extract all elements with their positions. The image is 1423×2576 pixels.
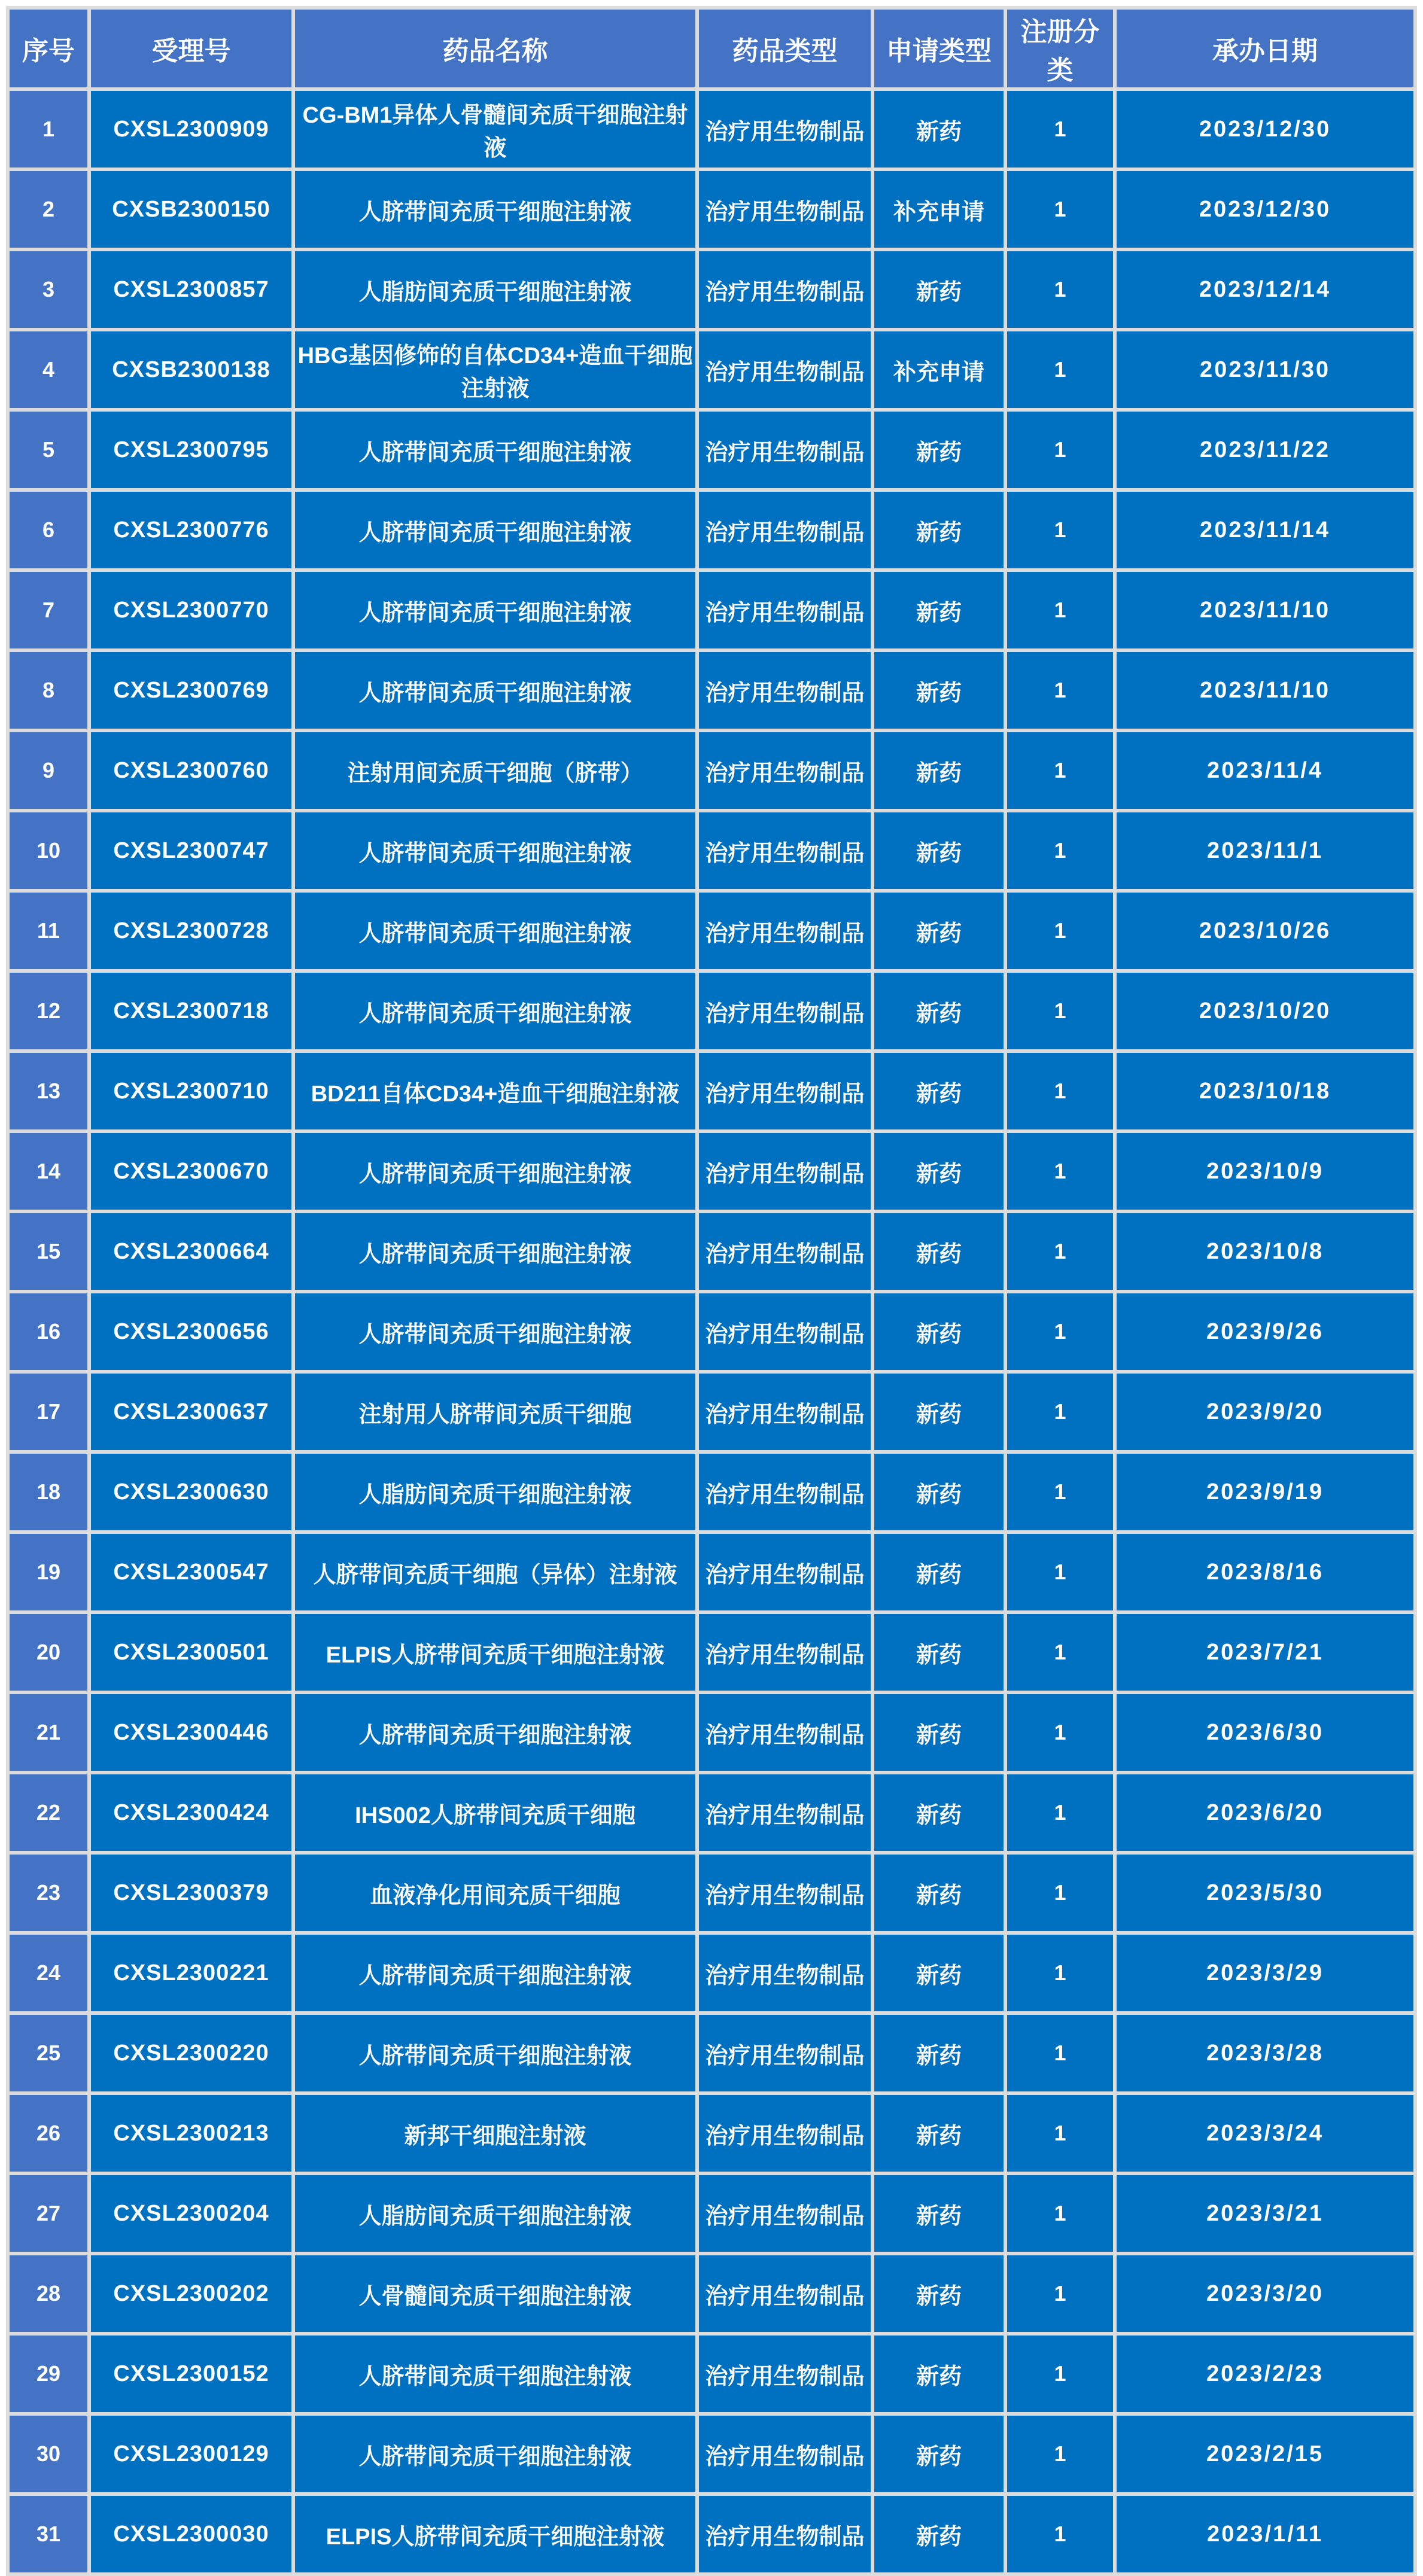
cell-drug-type: 治疗用生物制品: [699, 1374, 871, 1450]
cell-drug-type: 治疗用生物制品: [699, 1935, 871, 2011]
cell-application-type: 新药: [874, 1133, 1004, 1210]
cell-application-type: 新药: [874, 1614, 1004, 1691]
cell-registration-class: 1: [1007, 1855, 1113, 1931]
cell-application-type: 新药: [874, 2336, 1004, 2412]
cell-no: 26: [10, 2095, 87, 2172]
cell-application-type: 新药: [874, 1935, 1004, 2011]
cell-drug-type: 治疗用生物制品: [699, 2496, 871, 2572]
cell-acceptance-date: 2023/12/14: [1117, 251, 1413, 328]
cell-drug-name: 人脐带间充质干细胞注射液: [295, 1133, 695, 1210]
cell-acceptance-date: 2023/11/10: [1117, 572, 1413, 648]
cell-drug-name: BD211自体CD34+造血干细胞注射液: [295, 1053, 695, 1129]
cell-registration-class: 1: [1007, 2175, 1113, 2252]
cell-drug-name: 人脐带间充质干细胞注射液: [295, 1935, 695, 2011]
cell-no: 8: [10, 652, 87, 729]
cell-registration-class: 1: [1007, 171, 1113, 248]
cell-application-type: 新药: [874, 1293, 1004, 1370]
cell-acceptance-date: 2023/3/29: [1117, 1935, 1413, 2011]
cell-acceptance-no: CXSL2300204: [91, 2175, 291, 2252]
cell-application-type: 新药: [874, 2095, 1004, 2172]
cell-drug-type: 治疗用生物制品: [699, 331, 871, 408]
cell-application-type: 新药: [874, 2496, 1004, 2572]
cell-no: 20: [10, 1614, 87, 1691]
cell-acceptance-no: CXSL2300220: [91, 2015, 291, 2091]
cell-registration-class: 1: [1007, 652, 1113, 729]
cell-acceptance-date: 2023/5/30: [1117, 1855, 1413, 1931]
cell-application-type: 新药: [874, 1774, 1004, 1851]
cell-drug-name: 人脂肪间充质干细胞注射液: [295, 251, 695, 328]
cell-application-type: 新药: [874, 251, 1004, 328]
cell-registration-class: 1: [1007, 2015, 1113, 2091]
cell-acceptance-no: CXSL2300769: [91, 652, 291, 729]
table-row: [10, 1213, 1413, 1290]
cell-registration-class: 1: [1007, 812, 1113, 889]
cell-no: 15: [10, 1213, 87, 1290]
cell-drug-name: 人脐带间充质干细胞注射液: [295, 572, 695, 648]
cell-no: 28: [10, 2255, 87, 2332]
cell-acceptance-date: 2023/3/21: [1117, 2175, 1413, 2252]
cell-no: 30: [10, 2416, 87, 2492]
column-header-acceptance-no: 受理号: [91, 10, 291, 87]
cell-drug-type: 治疗用生物制品: [699, 251, 871, 328]
cell-drug-type: 治疗用生物制品: [699, 1534, 871, 1610]
cell-acceptance-date: 2023/6/20: [1117, 1774, 1413, 1851]
cell-drug-type: 治疗用生物制品: [699, 893, 871, 969]
cell-acceptance-no: CXSL2300760: [91, 732, 291, 809]
cell-drug-type: 治疗用生物制品: [699, 1454, 871, 1530]
table-row: [10, 171, 1413, 248]
cell-no: 6: [10, 492, 87, 568]
cell-drug-type: 治疗用生物制品: [699, 2095, 871, 2172]
cell-registration-class: 1: [1007, 1694, 1113, 1771]
cell-no: 2: [10, 171, 87, 248]
cell-registration-class: 1: [1007, 331, 1113, 408]
cell-drug-name: HBG基因修饰的自体CD34+造血干细胞注射液: [295, 331, 695, 408]
column-header-no: 序号: [10, 10, 87, 87]
cell-drug-name: 人脐带间充质干细胞注射液: [295, 893, 695, 969]
cell-application-type: 新药: [874, 1694, 1004, 1771]
cell-application-type: 新药: [874, 1213, 1004, 1290]
table-row: [10, 973, 1413, 1049]
cell-no: 25: [10, 2015, 87, 2091]
cell-drug-name: CG-BM1异体人骨髓间充质干细胞注射液: [295, 91, 695, 168]
cell-no: 21: [10, 1694, 87, 1771]
cell-drug-name: ELPIS人脐带间充质干细胞注射液: [295, 2496, 695, 2572]
cell-acceptance-date: 2023/9/19: [1117, 1454, 1413, 1530]
cell-no: 23: [10, 1855, 87, 1931]
cell-acceptance-no: CXSL2300501: [91, 1614, 291, 1691]
cell-drug-type: 治疗用生物制品: [699, 492, 871, 568]
cell-drug-name: 注射用间充质干细胞（脐带）: [295, 732, 695, 809]
cell-acceptance-no: CXSL2300424: [91, 1774, 291, 1851]
cell-acceptance-date: 2023/9/26: [1117, 1293, 1413, 1370]
cell-registration-class: 1: [1007, 492, 1113, 568]
cell-acceptance-date: 2023/10/8: [1117, 1213, 1413, 1290]
cell-application-type: 新药: [874, 893, 1004, 969]
table-row: [10, 1694, 1413, 1771]
cell-registration-class: 1: [1007, 1213, 1113, 1290]
cell-acceptance-no: CXSL2300547: [91, 1534, 291, 1610]
cell-no: 1: [10, 91, 87, 168]
cell-acceptance-date: 2023/1/11: [1117, 2496, 1413, 2572]
cell-acceptance-date: 2023/6/30: [1117, 1694, 1413, 1771]
cell-drug-name: 人脐带间充质干细胞注射液: [295, 2336, 695, 2412]
table-row: [10, 572, 1413, 648]
cell-drug-name: 人脐带间充质干细胞注射液: [295, 2015, 695, 2091]
cell-acceptance-date: 2023/3/24: [1117, 2095, 1413, 2172]
cell-drug-type: 治疗用生物制品: [699, 1855, 871, 1931]
cell-no: 19: [10, 1534, 87, 1610]
table-row: [10, 652, 1413, 729]
cell-drug-type: 治疗用生物制品: [699, 2416, 871, 2492]
column-header-application-type: 申请类型: [874, 10, 1004, 87]
cell-registration-class: 1: [1007, 2496, 1113, 2572]
table-row: [10, 412, 1413, 488]
drug-application-table: [6, 6, 1417, 2576]
cell-registration-class: 1: [1007, 2095, 1113, 2172]
cell-application-type: 新药: [874, 732, 1004, 809]
cell-drug-type: 治疗用生物制品: [699, 2175, 871, 2252]
table-row: [10, 812, 1413, 889]
cell-registration-class: 1: [1007, 973, 1113, 1049]
cell-application-type: 新药: [874, 812, 1004, 889]
cell-acceptance-date: 2023/10/18: [1117, 1053, 1413, 1129]
cell-registration-class: 1: [1007, 1774, 1113, 1851]
cell-acceptance-no: CXSL2300664: [91, 1213, 291, 1290]
cell-no: 24: [10, 1935, 87, 2011]
cell-drug-name: 人脐带间充质干细胞（异体）注射液: [295, 1534, 695, 1610]
cell-acceptance-no: CXSL2300909: [91, 91, 291, 168]
cell-registration-class: 1: [1007, 1614, 1113, 1691]
table-row: [10, 2496, 1413, 2572]
cell-registration-class: 1: [1007, 251, 1113, 328]
cell-acceptance-date: 2023/11/14: [1117, 492, 1413, 568]
table-row: [10, 1855, 1413, 1931]
cell-application-type: 新药: [874, 2416, 1004, 2492]
cell-drug-type: 治疗用生物制品: [699, 412, 871, 488]
cell-application-type: 新药: [874, 2175, 1004, 2252]
cell-application-type: 新药: [874, 1374, 1004, 1450]
cell-drug-name: 人脐带间充质干细胞注射液: [295, 1694, 695, 1771]
cell-acceptance-date: 2023/10/9: [1117, 1133, 1413, 1210]
cell-acceptance-date: 2023/7/21: [1117, 1614, 1413, 1691]
cell-acceptance-date: 2023/11/4: [1117, 732, 1413, 809]
cell-application-type: 新药: [874, 2015, 1004, 2091]
cell-drug-name: 人脂肪间充质干细胞注射液: [295, 2175, 695, 2252]
cell-drug-name: 人脐带间充质干细胞注射液: [295, 2416, 695, 2492]
cell-acceptance-no: CXSL2300656: [91, 1293, 291, 1370]
cell-acceptance-date: 2023/10/26: [1117, 893, 1413, 969]
table-row: [10, 2336, 1413, 2412]
cell-acceptance-no: CXSL2300710: [91, 1053, 291, 1129]
cell-acceptance-no: CXSL2300379: [91, 1855, 291, 1931]
cell-acceptance-date: 2023/11/10: [1117, 652, 1413, 729]
cell-registration-class: 1: [1007, 1454, 1113, 1530]
table-row: [10, 1534, 1413, 1610]
table-row: [10, 331, 1413, 408]
cell-no: 3: [10, 251, 87, 328]
cell-drug-name: 人脐带间充质干细胞注射液: [295, 1293, 695, 1370]
cell-acceptance-no: CXSL2300718: [91, 973, 291, 1049]
cell-acceptance-no: CXSL2300030: [91, 2496, 291, 2572]
cell-registration-class: 1: [1007, 1374, 1113, 1450]
cell-acceptance-date: 2023/3/28: [1117, 2015, 1413, 2091]
cell-drug-type: 治疗用生物制品: [699, 1293, 871, 1370]
cell-registration-class: 1: [1007, 412, 1113, 488]
cell-application-type: 新药: [874, 652, 1004, 729]
cell-acceptance-no: CXSL2300770: [91, 572, 291, 648]
table-row: [10, 1053, 1413, 1129]
cell-acceptance-date: 2023/2/23: [1117, 2336, 1413, 2412]
cell-application-type: 补充申请: [874, 331, 1004, 408]
cell-acceptance-no: CXSL2300670: [91, 1133, 291, 1210]
cell-no: 17: [10, 1374, 87, 1450]
cell-acceptance-no: CXSB2300138: [91, 331, 291, 408]
table-row: [10, 1774, 1413, 1851]
cell-drug-name: 血液净化用间充质干细胞: [295, 1855, 695, 1931]
cell-no: 22: [10, 1774, 87, 1851]
cell-application-type: 新药: [874, 1454, 1004, 1530]
cell-registration-class: 1: [1007, 2255, 1113, 2332]
cell-drug-type: 治疗用生物制品: [699, 2336, 871, 2412]
column-header-drug-name: 药品名称: [295, 10, 695, 87]
cell-registration-class: 1: [1007, 732, 1113, 809]
cell-acceptance-date: 2023/11/1: [1117, 812, 1413, 889]
cell-drug-type: 治疗用生物制品: [699, 652, 871, 729]
cell-application-type: 新药: [874, 572, 1004, 648]
cell-acceptance-date: 2023/12/30: [1117, 91, 1413, 168]
cell-no: 12: [10, 973, 87, 1049]
cell-drug-type: 治疗用生物制品: [699, 732, 871, 809]
table-row: [10, 1935, 1413, 2011]
cell-drug-name: 人脂肪间充质干细胞注射液: [295, 1454, 695, 1530]
cell-no: 29: [10, 2336, 87, 2412]
cell-acceptance-no: CXSB2300150: [91, 171, 291, 248]
cell-acceptance-no: CXSL2300221: [91, 1935, 291, 2011]
cell-drug-type: 治疗用生物制品: [699, 1774, 871, 1851]
cell-application-type: 新药: [874, 2255, 1004, 2332]
cell-acceptance-no: CXSL2300129: [91, 2416, 291, 2492]
cell-drug-type: 治疗用生物制品: [699, 1053, 871, 1129]
cell-registration-class: 1: [1007, 2416, 1113, 2492]
column-header-drug-type: 药品类型: [699, 10, 871, 87]
header-row: [10, 10, 1413, 87]
cell-acceptance-no: CXSL2300152: [91, 2336, 291, 2412]
cell-drug-name: 人脐带间充质干细胞注射液: [295, 412, 695, 488]
cell-no: 31: [10, 2496, 87, 2572]
cell-acceptance-no: CXSL2300446: [91, 1694, 291, 1771]
cell-acceptance-date: 2023/11/30: [1117, 331, 1413, 408]
cell-drug-name: 人脐带间充质干细胞注射液: [295, 812, 695, 889]
cell-drug-name: 人骨髓间充质干细胞注射液: [295, 2255, 695, 2332]
cell-application-type: 补充申请: [874, 171, 1004, 248]
cell-registration-class: 1: [1007, 1534, 1113, 1610]
table-row: [10, 1133, 1413, 1210]
table-row: [10, 91, 1413, 168]
cell-application-type: 新药: [874, 1053, 1004, 1129]
table-row: [10, 893, 1413, 969]
cell-no: 16: [10, 1293, 87, 1370]
cell-no: 27: [10, 2175, 87, 2252]
cell-drug-type: 治疗用生物制品: [699, 1614, 871, 1691]
drug-application-table-wrap: [6, 6, 1417, 2576]
cell-application-type: 新药: [874, 492, 1004, 568]
cell-registration-class: 1: [1007, 1053, 1113, 1129]
cell-acceptance-no: CXSL2300630: [91, 1454, 291, 1530]
table-row: [10, 2255, 1413, 2332]
table-row: [10, 1293, 1413, 1370]
cell-drug-type: 治疗用生物制品: [699, 2015, 871, 2091]
cell-drug-type: 治疗用生物制品: [699, 1133, 871, 1210]
cell-drug-name: 人脐带间充质干细胞注射液: [295, 492, 695, 568]
cell-no: 5: [10, 412, 87, 488]
cell-no: 4: [10, 331, 87, 408]
cell-registration-class: 1: [1007, 893, 1113, 969]
cell-acceptance-date: 2023/12/30: [1117, 171, 1413, 248]
cell-registration-class: 1: [1007, 1935, 1113, 2011]
cell-drug-type: 治疗用生物制品: [699, 973, 871, 1049]
cell-no: 14: [10, 1133, 87, 1210]
table-row: [10, 2095, 1413, 2172]
table-row: [10, 492, 1413, 568]
cell-drug-name: 人脐带间充质干细胞注射液: [295, 1213, 695, 1290]
cell-acceptance-no: CXSL2300747: [91, 812, 291, 889]
table-row: [10, 1614, 1413, 1691]
table-row: [10, 732, 1413, 809]
cell-no: 10: [10, 812, 87, 889]
cell-drug-name: 人脐带间充质干细胞注射液: [295, 973, 695, 1049]
cell-registration-class: 1: [1007, 91, 1113, 168]
cell-drug-type: 治疗用生物制品: [699, 171, 871, 248]
cell-drug-type: 治疗用生物制品: [699, 572, 871, 648]
cell-drug-name: 人脐带间充质干细胞注射液: [295, 652, 695, 729]
cell-acceptance-date: 2023/3/20: [1117, 2255, 1413, 2332]
cell-registration-class: 1: [1007, 1133, 1113, 1210]
cell-acceptance-date: 2023/10/20: [1117, 973, 1413, 1049]
cell-drug-name: 人脐带间充质干细胞注射液: [295, 171, 695, 248]
table-row: [10, 1374, 1413, 1450]
cell-no: 13: [10, 1053, 87, 1129]
cell-acceptance-no: CXSL2300213: [91, 2095, 291, 2172]
table-row: [10, 2015, 1413, 2091]
cell-acceptance-date: 2023/9/20: [1117, 1374, 1413, 1450]
cell-application-type: 新药: [874, 91, 1004, 168]
cell-registration-class: 1: [1007, 1293, 1113, 1370]
cell-application-type: 新药: [874, 1855, 1004, 1931]
cell-drug-type: 治疗用生物制品: [699, 1694, 871, 1771]
table-row: [10, 251, 1413, 328]
cell-drug-name: IHS002人脐带间充质干细胞: [295, 1774, 695, 1851]
cell-acceptance-no: CXSL2300728: [91, 893, 291, 969]
cell-acceptance-no: CXSL2300202: [91, 2255, 291, 2332]
cell-acceptance-date: 2023/8/16: [1117, 1534, 1413, 1610]
cell-no: 7: [10, 572, 87, 648]
cell-drug-type: 治疗用生物制品: [699, 812, 871, 889]
cell-registration-class: 1: [1007, 572, 1113, 648]
cell-acceptance-no: CXSL2300776: [91, 492, 291, 568]
table-row: [10, 2416, 1413, 2492]
cell-drug-name: 新邦干细胞注射液: [295, 2095, 695, 2172]
column-header-registration-class: 注册分类: [1007, 10, 1113, 87]
cell-no: 11: [10, 893, 87, 969]
cell-drug-name: ELPIS人脐带间充质干细胞注射液: [295, 1614, 695, 1691]
cell-no: 18: [10, 1454, 87, 1530]
column-header-acceptance-date: 承办日期: [1117, 10, 1413, 87]
cell-acceptance-date: 2023/2/15: [1117, 2416, 1413, 2492]
cell-application-type: 新药: [874, 973, 1004, 1049]
cell-acceptance-date: 2023/11/22: [1117, 412, 1413, 488]
table-row: [10, 2175, 1413, 2252]
cell-no: 9: [10, 732, 87, 809]
cell-acceptance-no: CXSL2300795: [91, 412, 291, 488]
cell-drug-type: 治疗用生物制品: [699, 2255, 871, 2332]
table-row: [10, 1454, 1413, 1530]
cell-application-type: 新药: [874, 1534, 1004, 1610]
cell-drug-type: 治疗用生物制品: [699, 1213, 871, 1290]
cell-acceptance-no: CXSL2300637: [91, 1374, 291, 1450]
cell-drug-type: 治疗用生物制品: [699, 91, 871, 168]
cell-drug-name: 注射用人脐带间充质干细胞: [295, 1374, 695, 1450]
cell-acceptance-no: CXSL2300857: [91, 251, 291, 328]
cell-application-type: 新药: [874, 412, 1004, 488]
cell-registration-class: 1: [1007, 2336, 1113, 2412]
